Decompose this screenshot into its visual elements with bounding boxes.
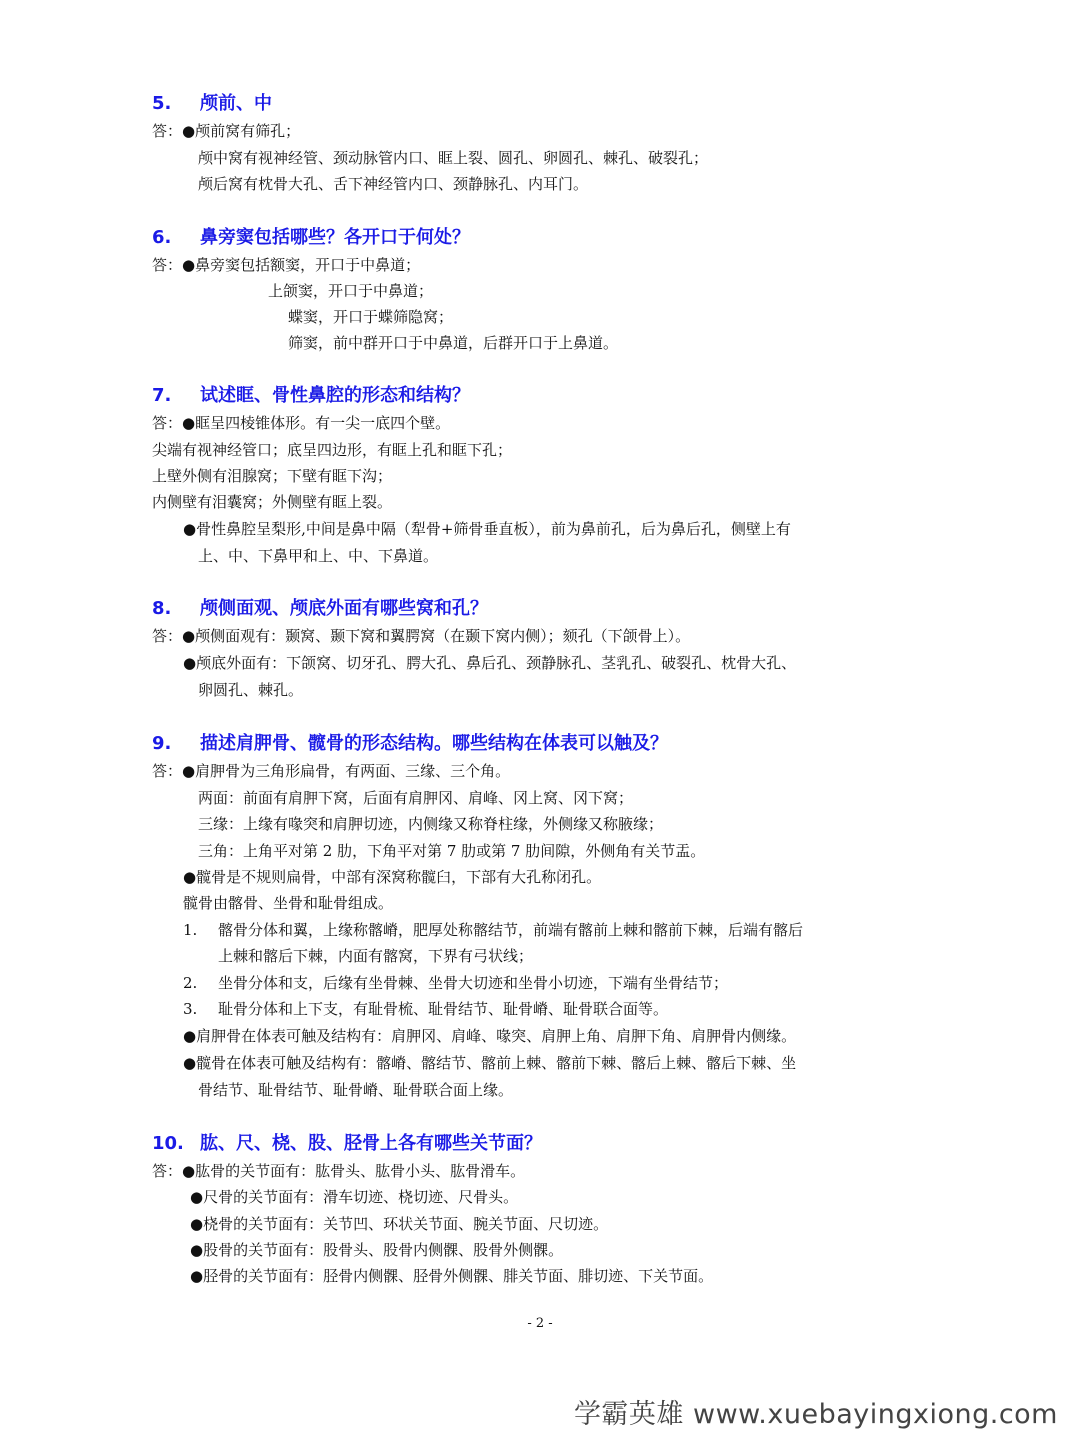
answer-line: 上壁外侧有泪腺窝；下壁有眶下沟； [152,467,393,485]
answer-line: 答：●鼻旁窦包括额窦，开口于中鼻道； [152,256,421,274]
answer-line: 髂骨分体和翼，上缘称髂嵴，肥厚处称髂结节，前端有髂前上棘和髂前下棘，后端有髂后 [218,921,804,939]
answer-line: 卵圆孔、棘孔。 [198,681,304,699]
answer-line: ●髋骨在体表可触及结构有：髂嵴、髂结节、髂前上棘、髂前下棘、髂后上棘、髂后下棘、坐 [183,1054,797,1072]
answer-line: 骨结节、耻骨结节、耻骨嵴、耻骨联合面上缘。 [198,1081,514,1099]
section-heading-8: 8. 颅侧面观、颅底外面有哪些窝和孔？ [152,598,488,619]
answer-line: 内侧壁有泪囊窝；外侧壁有眶上裂。 [152,493,393,511]
answer-line: 答：●肩胛骨为三角形扁骨，有两面、三缘、三个角。 [152,762,511,780]
answer-line: ●尺骨的关节面有：滑车切迹、桡切迹、尺骨头。 [190,1188,519,1206]
answer-line: ●骨性鼻腔呈梨形,中间是鼻中隔（犁骨+筛骨垂直板），前为鼻前孔，后为鼻后孔，侧壁上有 [183,520,791,538]
answer-line: 颅后窝有枕骨大孔、舌下神经管内口、颈静脉孔、内耳门。 [198,175,589,193]
answer-line: ●髋骨是不规则扁骨，中部有深窝称髋臼，下部有大孔称闭孔。 [183,868,602,886]
answer-line: 答：●眶呈四棱锥体形。有一尖一底四个壁。 [152,414,451,432]
answer-line: 答：●颅前窝有筛孔； [152,122,301,140]
section-heading-9: 9. 描述肩胛骨、髋骨的形态结构。哪些结构在体表可以触及？ [152,733,668,754]
list-number: 2. [183,974,198,992]
section-heading-10: 10. 肱、尺、桡、股、胫骨上各有哪些关节面？ [152,1133,542,1154]
answer-line: 三缘：上缘有喙突和肩胛切迹，内侧缘又称脊柱缘，外侧缘又称腋缘； [198,815,664,833]
answer-line: 三角：上角平对第 2 肋，下角平对第 7 肋或第 7 肋间隙，外侧角有关节盂。 [198,842,706,860]
answer-line: ●肩胛骨在体表可触及结构有：肩胛冈、肩峰、喙突、肩胛上角、肩胛下角、肩胛骨内侧缘。 [183,1027,797,1045]
answer-line: 筛窦，前中群开口于中鼻道，后群开口于上鼻道。 [288,334,619,352]
answer-line: 答：●颅侧面观有：颞窝、颞下窝和翼腭窝（在颞下窝内侧）；颏孔（下颌骨上）。 [152,627,691,645]
answer-line: 上棘和髂后下棘，内面有髂窝，下界有弓状线； [218,947,534,965]
answer-line: 两面：前面有肩胛下窝，后面有肩胛冈、肩峰、冈上窝、冈下窝； [198,789,634,807]
list-number: 1. [183,921,198,939]
section-heading-7: 7. 试述眶、骨性鼻腔的形态和结构？ [152,385,470,406]
answer-line: 上、中、下鼻甲和上、中、下鼻道。 [198,547,439,565]
answer-line: ●颅底外面有：下颌窝、切牙孔、腭大孔、鼻后孔、颈静脉孔、茎乳孔、破裂孔、枕骨大孔、 [183,654,797,672]
section-heading-5: 5. 颅前、中 [152,93,272,114]
answer-line: 答：●肱骨的关节面有：肱骨头、肱骨小头、肱骨滑车。 [152,1162,526,1180]
answer-line: 耻骨分体和上下支，有耻骨梳、耻骨结节、耻骨嵴、耻骨联合面等。 [218,1000,669,1018]
section-heading-6: 6. 鼻旁窦包括哪些？各开口于何处？ [152,227,470,248]
answer-line: 尖端有视神经管口；底呈四边形，有眶上孔和眶下孔； [152,441,513,459]
answer-line: ●股骨的关节面有：股骨头、股骨内侧髁、股骨外侧髁。 [190,1241,564,1259]
answer-line: 坐骨分体和支，后缘有坐骨棘、坐骨大切迹和坐骨小切迹，下端有坐骨结节； [218,974,729,992]
page-number: - 2 - [527,1316,553,1331]
site-watermark: 学霸英雄 www.xuebayingxiong.com [573,1399,1058,1430]
answer-line: 蝶窦，开口于蝶筛隐窝； [288,308,454,326]
list-number: 3. [183,1000,198,1018]
answer-line: 上颌窦，开口于中鼻道； [268,282,434,300]
answer-line: 颅中窝有视神经管、颈动脉管内口、眶上裂、圆孔、卵圆孔、棘孔、破裂孔； [198,149,709,167]
answer-line: 髋骨由髂骨、坐骨和耻骨组成。 [183,894,394,912]
answer-line: ●胫骨的关节面有：胫骨内侧髁、胫骨外侧髁、腓关节面、腓切迹、下关节面。 [190,1267,714,1285]
answer-line: ●桡骨的关节面有：关节凹、环状关节面、腕关节面、尺切迹。 [190,1215,609,1233]
